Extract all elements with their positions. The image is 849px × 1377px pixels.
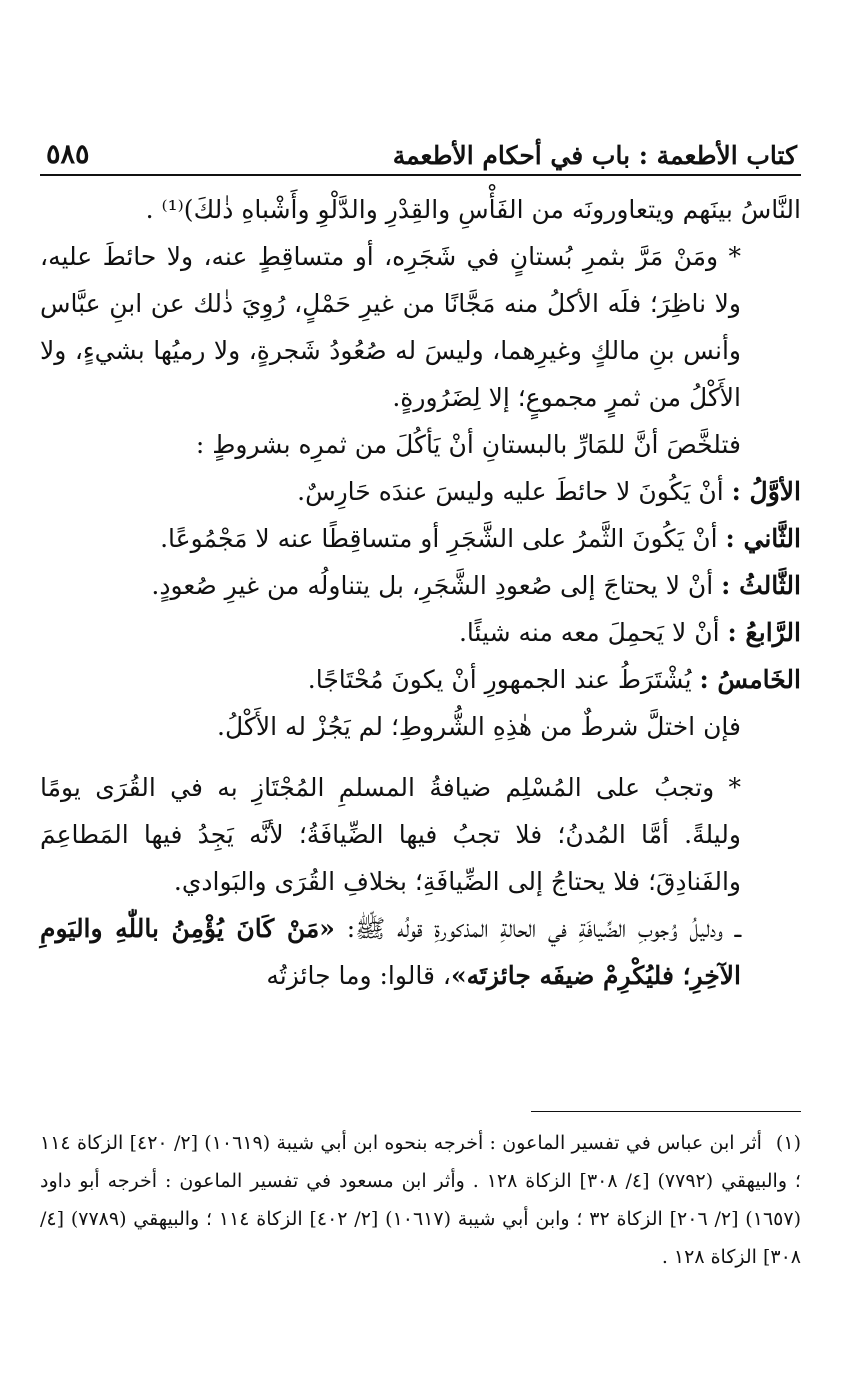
page-header bbox=[40, 130, 801, 176]
paragraph-passing-orchard: * ومَنْ مَرَّ بثمرِ بُستانٍ في شَجَرِه، أو متساقِطٍ عنه، ولا حائطَ عليه، ولا ناظِرَ؛ فلَه الأكلُ منه مَجَّانًا من غيرِ حَمْلٍ، رُوِيَ ذٰلك عن ابنِ عبَّاس وأنس بنِ مالكٍ وغيرِهما، وليسَ له صُعُودُ شَجرةٍ، ولا رميُها بشيءٍ، ولا الأَكْلُ من ثمرٍ مجموعٍ؛ إلا لِضَرُورةٍ. bbox=[40, 242, 741, 412]
condition-item bbox=[40, 562, 801, 609]
footnote-number: (١) bbox=[775, 1132, 801, 1154]
condition-text: يُشْتَرَطُ عند الجمهورِ أنْ يكونَ مُحْتَاجًا. bbox=[307, 665, 700, 694]
running-title: كتاب الأطعمة : باب في أحكام الأطعمة bbox=[392, 141, 797, 170]
condition-text: أنْ لا يَحمِلَ معه منه شيئًا. bbox=[458, 618, 728, 647]
evidence-tail: ، قالوا: وما جائزتُه bbox=[266, 961, 451, 990]
paragraph-summary: فتلخَّصَ أنَّ للمَارِّ بالبستانِ أنْ يَأكُلَ من ثمرِه بشروطٍ : bbox=[195, 430, 741, 459]
condition-label: الثَّاني : bbox=[725, 524, 801, 553]
condition-label: الثَّالثُ : bbox=[721, 571, 801, 600]
paragraph-continuation: النَّاسُ بينَهم ويتعاورونَه من الفَأْسِ والقِدْرِ والدَّلْوِ وأَشْباهِ ذٰلكَ)⁽¹⁾ . bbox=[145, 195, 801, 224]
condition-label: الأوَّلُ : bbox=[731, 477, 801, 506]
paragraph-condition-failed: فإن اختلَّ شرطٌ من هٰذِهِ الشُّروطِ؛ لم يَجُزْ له الأَكْلُ. bbox=[217, 712, 741, 741]
condition-item bbox=[40, 515, 801, 562]
hadith-quote: «مَنْ كَانَ يُؤْمِنُ باللّٰهِ واليَومِ الآخِرِ؛ فليُكْرِمْ ضيفَه جائزتَه» bbox=[40, 914, 741, 990]
paragraph-hadith-evidence bbox=[40, 905, 801, 999]
paragraph-hospitality: * وتجبُ على المُسْلِم ضيافةُ المسلمِ المُجْتَازِ به في القُرَى يومًا وليلةً. أمَّا المُدنُ؛ فلا تجبُ فيها الضِّيافَةُ؛ لأنَّه يَجِدُ فيها المَطاعِمَ والفَنادِقَ؛ فلا يحتاجُ إلى الضِّيافَةِ؛ بخلافِ القُرَى والبَوادي. bbox=[40, 773, 741, 896]
footnote bbox=[40, 1124, 801, 1276]
condition-text: أنْ يَكُونَ الثَّمرُ على الشَّجَرِ أو متساقِطًا عنه لا مَجْمُوعًا. bbox=[160, 524, 726, 553]
condition-item bbox=[40, 468, 801, 515]
footnote-text: أثر ابن عباس في تفسير الماعون : أخرجه بنحوه ابن أبي شيبة (١٠٦١٩) [٢/ ٤٢٠] الزكاة ١١٤ ؛ والبيهقي (٧٧٩٢) [٤/ ٣٠٨] الزكاة ١٢٨ . وأثر ابن مسعود في تفسير الماعون : أخرجه أبو داود (١٦٥٧) [٢/ ٢٠٦] الزكاة ٣٢ ؛ وابن أبي شيبة (١٠٦١٧) [٢/ ٤٠٢] الزكاة ١١٤ ؛ والبيهقي (٧٧٨٩) [٤/ ٣٠٨] الزكاة ١٢٨ . bbox=[40, 1132, 801, 1268]
footnote-divider bbox=[531, 1111, 801, 1112]
evidence-intro: ــ ودليلُ وُجوبِ الضِّيافَةِ في الحالةِ المذكورةِ قولُه ﷺ: bbox=[334, 914, 741, 943]
condition-label: الرَّابعُ : bbox=[727, 618, 801, 647]
condition-item bbox=[40, 656, 801, 703]
condition-label: الخَامسُ : bbox=[699, 665, 801, 694]
main-text bbox=[40, 186, 801, 999]
condition-text: أنْ يَكُونَ لا حائطَ عليه وليسَ عندَه حَارِسٌ. bbox=[297, 477, 732, 506]
condition-item bbox=[40, 609, 801, 656]
condition-text: أنْ لا يحتاجَ إلى صُعودِ الشَّجَرِ، بل يتناولُه من غيرِ صُعودٍ. bbox=[151, 571, 722, 600]
page-number: ٥٨٥ bbox=[46, 139, 90, 170]
